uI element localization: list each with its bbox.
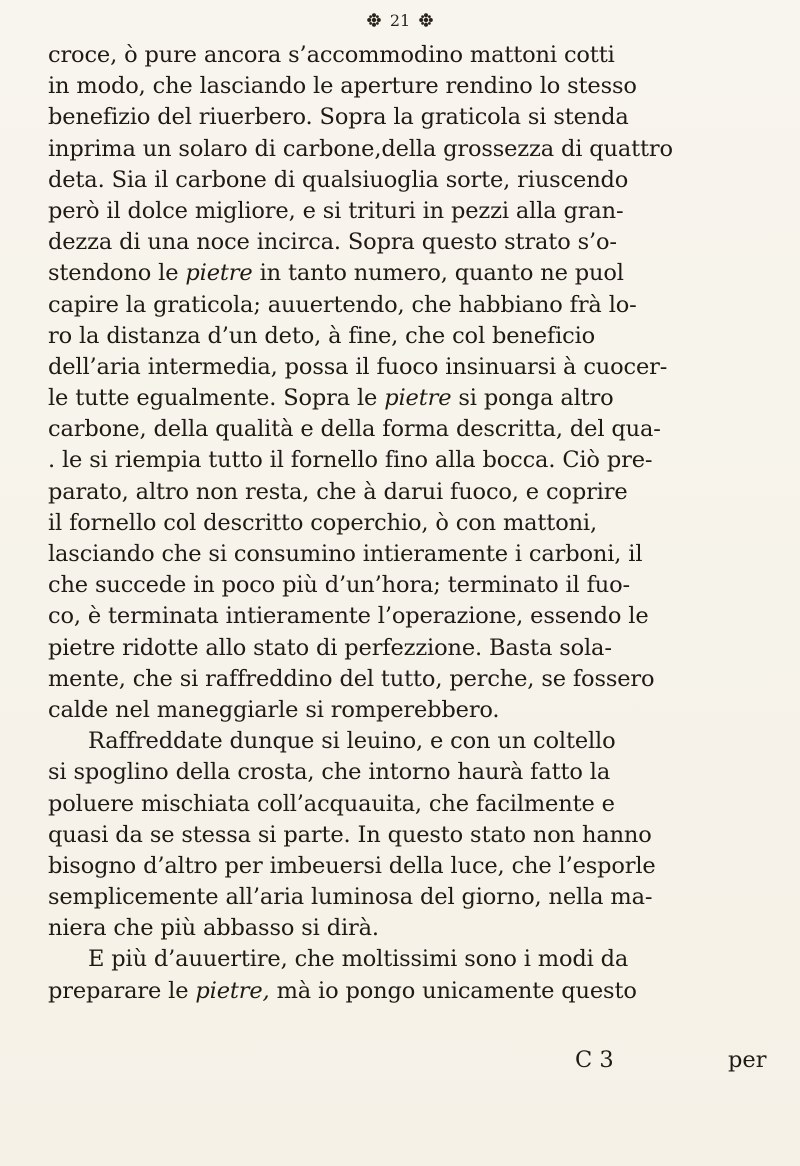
text-line: benefizio del riuerbero. Sopra la graticola si stenda — [48, 104, 629, 131]
text-line: deta. Sia il carbone di qualsiuoglia sorte, riuscendo — [48, 166, 629, 193]
text-line: dell’aria intermedia, possa il fuoco insinuarsi à cuocer- — [48, 353, 668, 380]
text-line: semplicemente all’aria luminosa del giorno, nella ma- — [48, 884, 653, 911]
text-line: quasi da se stessa si parte. In questo stato non hanno — [48, 821, 652, 848]
text-segment: preparare le — [48, 977, 189, 1004]
page-header — [300, 6, 500, 34]
text-line — [48, 976, 788, 1007]
text-segment: mà io pongo unicamente questo — [269, 977, 637, 1004]
text-line: calde nel maneggiarle si romperebbero. — [48, 696, 500, 723]
text-line: Raffreddate dunque si leuino, e con un coltello — [88, 728, 616, 755]
text-line: si spoglino della crosta, che intorno haurà fatto la — [48, 759, 611, 786]
text-line: carbone, della qualità e della forma descritta, del qua- — [48, 416, 661, 443]
text-line: il fornello col descritto coperchio, ò con mattoni, — [48, 509, 597, 536]
text-line: pietre ridotte allo stato di perfezzione. Basta sola- — [48, 634, 612, 661]
text-segment: in tanto numero, quanto ne puol — [252, 260, 624, 287]
flower-ornament-icon — [366, 12, 382, 28]
text-segment: si ponga altro — [451, 385, 614, 412]
flower-ornament-icon — [418, 12, 434, 28]
body-text — [48, 40, 788, 1007]
text-segment: le tutte egualmente. Sopra le — [48, 385, 378, 412]
page-number: 21 — [389, 10, 411, 30]
text-line: bisogno d’altro per imbeuersi della luce, che l’esporle — [48, 852, 656, 879]
italic-word: pietre — [384, 385, 452, 412]
text-line: parato, altro non resta, che à darui fuoco, e coprire — [48, 478, 628, 505]
text-line: co, è terminata intieramente l’operazione, essendo le — [48, 603, 649, 630]
text-line: . le si riempia tutto il fornello fino alla bocca. Ciò pre- — [48, 447, 653, 474]
text-line: ro la distanza d’un deto, à fine, che col beneficio — [48, 322, 596, 349]
text-line: mente, che si raffreddino del tutto, perche, se fossero — [48, 665, 655, 692]
text-segment: stendono le — [48, 260, 179, 287]
italic-word: pietre — [185, 260, 253, 287]
text-line: niera che più abbasso si dirà. — [48, 915, 379, 942]
text-line: capire la graticola; auuertendo, che habbiano frà lo- — [48, 291, 637, 318]
text-line: lasciando che si consumino intieramente i carboni, il — [48, 541, 643, 567]
text-line: che succede in poco più d’un’hora; terminato il fuo- — [48, 572, 630, 599]
signature-mark: C 3 — [575, 1047, 614, 1073]
text-line: E più d’auuertire, che moltissimi sono i modi da — [88, 946, 629, 973]
catchword: per — [728, 1047, 767, 1073]
text-line: inprima un solaro di carbone,della grossezza di quattro — [48, 135, 673, 162]
text-line: in modo, che lasciando le aperture rendino lo stesso — [48, 73, 637, 100]
italic-word: pietre, — [195, 977, 270, 1004]
text-line: però il dolce migliore, e si trituri in pezzi alla gran- — [48, 197, 624, 224]
page-footer — [48, 1044, 788, 1076]
text-line — [48, 258, 788, 289]
text-line: dezza di una noce incirca. Sopra questo strato s’o- — [48, 229, 617, 256]
text-line — [48, 383, 788, 414]
text-line: croce, ò pure ancora s’accommodino mattoni cotti — [48, 42, 615, 68]
text-line: poluere mischiata coll’acquauita, che facilmente e — [48, 790, 615, 817]
